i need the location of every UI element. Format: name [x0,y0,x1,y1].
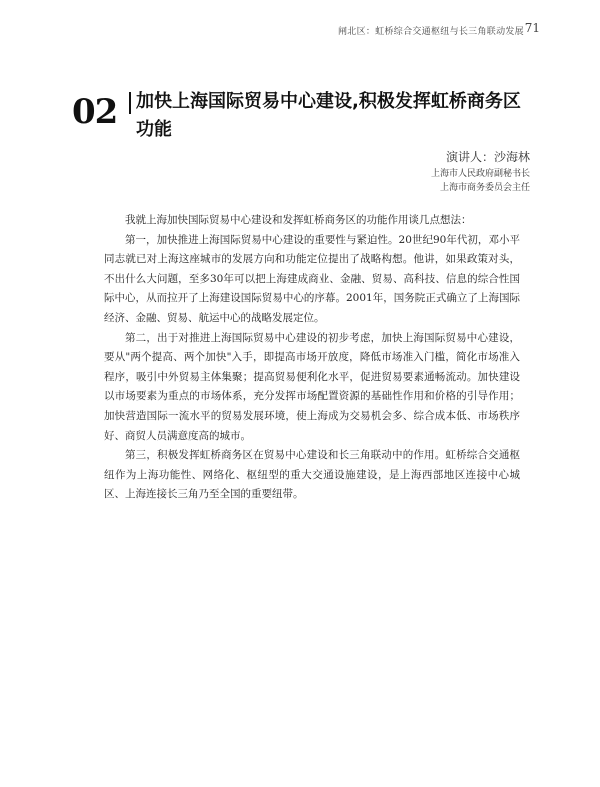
running-header: 闸北区：虹桥综合交通枢纽与长三角联动发展 [337,27,524,37]
title-divider [129,92,131,114]
section-number: 02 [72,92,118,132]
page-number: 71 [524,21,540,35]
section-title: 加快上海国际贸易中心建设,积极发挥虹桥商务区功能 [136,91,521,140]
article-body [104,211,520,505]
body-paragraph: 第一，加快推进上海国际贸易中心建设的重要性与紧迫性。20世纪90年代初，邓小平同志就已对上海这座城市的发展方向和功能定位提出了战略构想。他讲，如果政策对头，不出什么大问题，至多30年可以把上海建成商业、金融、贸易、高科技、信息的综合性国际中心，从而拉开了上海建设国际贸易中心的序幕。2001年，国务院正式确立了上海国际经济、金融、贸易、航运中心的战略发展定位。 [104,233,520,324]
body-paragraph: 第三，积极发挥虹桥商务区在贸易中心建设和长三角联动中的作用。虹桥综合交通枢纽作为上海功能性、网络化、枢纽型的重大交通设施建设，是上海西部地区连接中心城区、上海连接长三角乃至全国的重要纽带。 [104,449,520,501]
speaker-position: 上海市商务委员会主任 [439,183,530,193]
speaker-name: 演讲人：沙海林 [445,150,530,164]
speaker-position: 上海市人民政府副秘书长 [430,169,530,179]
body-paragraph: 第二，出于对推进上海国际贸易中心建设的初步考虑，加快上海国际贸易中心建设，要从"两个提高、两个加快"入手，即提高市场开放度，降低市场准入门槛，简化市场准入程序，吸引中外贸易主体集聚；提高贸易便利化水平，促进贸易要素通畅流动。加快建设以市场要素为重点的市场体系，充分发挥市场配置资源的基础性作用和价格的引导作用；加快营造国际一流水平的贸易发展环境，使上海成为交易机会多、综合成本低、市场秩序好、商贸人员满意度高的城市。 [104,331,520,442]
body-paragraph: 我就上海加快国际贸易中心建设和发挥虹桥商务区的功能作用谈几点想法： [125,214,472,226]
